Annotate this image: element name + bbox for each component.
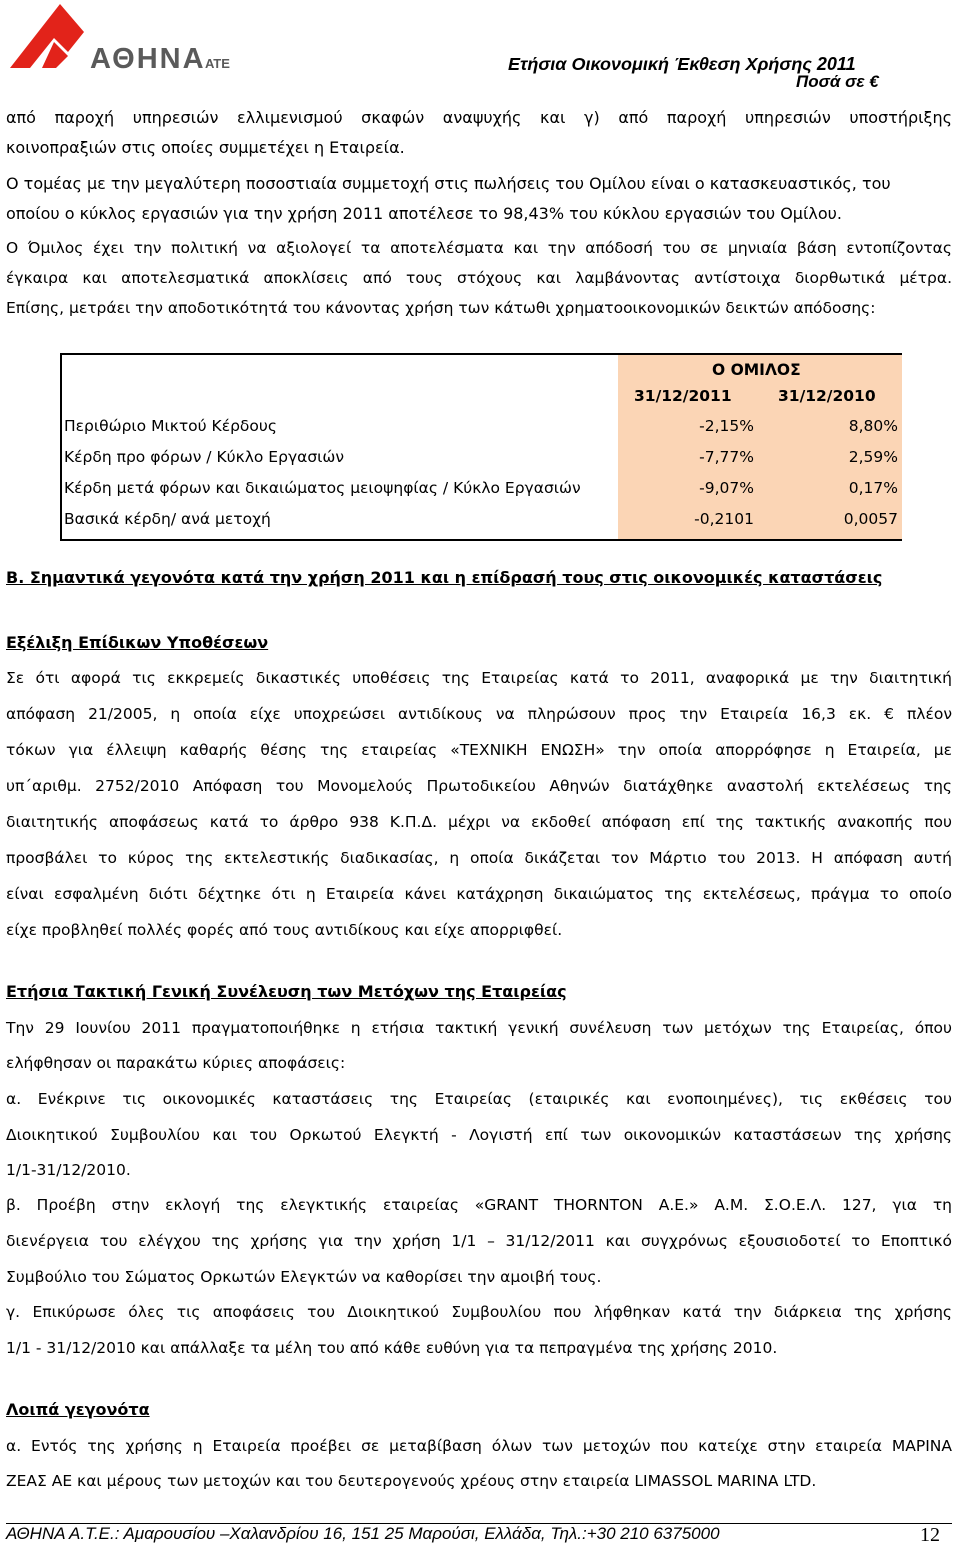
company-logo: [8, 2, 248, 70]
table-cell-2011: -0,2101: [694, 510, 754, 528]
table-row-label: Περιθώριο Μικτού Κέρδους: [64, 417, 277, 435]
litigation-heading: Εξέλιξη Επίδικων Υποθέσεων: [6, 633, 269, 652]
litigation-line-1: Σε ότι αφορά τις εκκρεμείς δικαστικές υποθέσεις της Εταιρείας κατά το 2011, αναφορικά με την διαιτητική: [6, 669, 952, 687]
litigation-line-4: υπ΄αριθμ. 2752/2010 Απόφαση του Μονομελούς Πρωτοδικείου Αθηνών διατάχθηκε αναστολή εκτελέσεως της: [6, 777, 952, 795]
agm-line-7: διενέργεια του ελέγχου της χρήσης για την χρήση 1/1 – 31/12/2011 και συγχρόνως εξουσιοδοτεί το Εποπτικό: [6, 1232, 952, 1250]
agm-line-10: 1/1 - 31/12/2010 και απάλλαξε τα μέλη του από κάθε ευθύνη για τα πεπραγμένα της χρήσης 2010.: [6, 1339, 778, 1357]
logo-text: ΑΘΗΝΑ: [90, 43, 206, 70]
agm-heading: Ετήσια Τακτική Γενική Συνέλευση των Μετόχων της Εταιρείας: [6, 982, 567, 1001]
logo-suffix: ΑΤΕ: [205, 56, 230, 70]
litigation-line-5: διαιτητικής αποφάσεως κατά το άρθρο 938 Κ.Π.Δ. μέχρι να εκδοθεί απόφαση επί της τακτικής ανακοπής που: [6, 813, 952, 831]
table-row-label: Βασικά κέρδη/ ανά μετοχή: [64, 510, 271, 528]
table-group-header: Ο ΟΜΙΛΟΣ: [712, 361, 801, 379]
table-cell-2010: 0,17%: [848, 479, 898, 497]
intro-line-3: Ο τομέας με την μεγαλύτερη ποσοστιαία συμμετοχή στις πωλήσεις του Ομίλου είναι ο κατασκευαστικός, του: [6, 174, 891, 193]
litigation-line-3: τόκων για έλλειψη καθαρής θέσης της εταιρείας «ΤΕΧΝΙΚΗ ΕΝΩΣΗ» την οποία απορρόφησε η Εταιρεία, με: [6, 741, 952, 759]
table-cell-2011: -7,77%: [699, 448, 754, 466]
agm-line-1: Την 29 Ιουνίου 2011 πραγματοποιήθηκε η ετήσια τακτική γενική συνέλευση των μετόχων της Εταιρείας, όπου: [6, 1019, 952, 1037]
litigation-line-7: είναι εσφαλμένη διότι δέχτηκε ότι η Εταιρεία κάνει κατάχρηση δικαιώματος της εκτελέσεως, πράγμα το οποίο: [6, 885, 952, 903]
litigation-line-6: προσβάλει το κύρος της εκτελεστικής διαδικασίας, η οποία δικάζεται τον Μάρτιο του 2013. Η απόφαση αυτή: [6, 849, 952, 867]
table-col-2011: 31/12/2011: [634, 387, 732, 405]
table-cell-2010: 8,80%: [848, 417, 898, 435]
logo-graphic: [8, 2, 248, 70]
section-b-title: Β. Σημαντικά γεγονότα κατά την χρήση 2011 και η επίδρασή τους στις οικονομικές καταστάσεις: [6, 568, 883, 587]
footer-address: ΑΘΗΝΑ Α.Τ.Ε.: Αμαρουσίου –Χαλανδρίου 16, 151 25 Μαρούσι, Ελλάδα, Τηλ.:+30 210 6375000: [6, 1524, 720, 1543]
report-title: Ετήσια Οικονομική Έκθεση Χρήσης 2011: [508, 54, 856, 74]
agm-line-8: Συμβούλιο του Σώματος Ορκωτών Ελεγκτών να καθορίσει την αμοιβή τους.: [6, 1268, 602, 1286]
other-events-heading: Λοιπά γεγονότα: [6, 1400, 150, 1419]
agm-line-5: 1/1-31/12/2010.: [6, 1161, 131, 1179]
agm-line-3: α. Ενέκρινε τις οικονομικές καταστάσεις της Εταιρείας (εταιρικές και ενοποιημένες), τις εκθέσεις του: [6, 1090, 952, 1108]
table-cell-2010: 0,0057: [843, 510, 898, 528]
litigation-line-8: είχε προβληθεί πολλές φορές από τους αντιδίκους και είχε απορριφθεί.: [6, 921, 563, 939]
agm-line-4: Διοικητικού Συμβουλίου και του Ορκωτού Ελεγκτή - Λογιστή επί των οικονομικών καταστάσεων της χρήσης: [6, 1126, 952, 1144]
table-row-label: Κέρδη προ φόρων / Κύκλο Εργασιών: [64, 448, 345, 466]
table-row-label: Κέρδη μετά φόρων και δικαιώματος μειοψηφίας / Κύκλο Εργασιών: [64, 479, 581, 497]
agm-line-6: β. Προέβη στην εκλογή της ελεγκτικής εταιρείας «GRANT THORNTON Α.Ε.» Α.Μ. Σ.Ο.Ε.Λ. 127, για τη: [6, 1196, 952, 1214]
intro-line-4: οποίου ο κύκλος εργασιών για την χρήση 2011 αποτέλεσε το 98,43% του κύκλου εργασιών του Ομίλου.: [6, 204, 842, 223]
intro-line-2: κοινοπραξιών στις οποίες συμμετέχει η Εταιρεία.: [6, 138, 405, 157]
table-cell-2010: 2,59%: [848, 448, 898, 466]
other-line-2: ΖΕΑΣ ΑΕ και μέρους των μετοχών και του δευτερογενούς χρέους στην εταιρεία LIMASSOL MARINA LTD.: [6, 1472, 817, 1490]
policy-line-2: έγκαιρα και αποτελεσματικά αποκλίσεις από τους στόχους και λαμβάνοντας αντίστοιχα διορθωτικά μέτρα.: [6, 269, 952, 287]
intro-line-1: από παροχή υπηρεσιών ελλιμενισμού σκαφών αναψυχής και γ) από παροχή υπηρεσιών υποστήριξης: [6, 108, 952, 127]
table-cell-2011: -9,07%: [699, 479, 754, 497]
other-line-1: α. Εντός της χρήσης η Εταιρεία προέβει σε μεταβίβαση όλων των μετοχών που κατείχε στην εταιρεία ΜΑΡΙΝΑ: [6, 1437, 952, 1455]
agm-line-9: γ. Επικύρωσε όλες τις αποφάσεις του Διοικητικού Συμβουλίου που λήφθηκαν κατά την διάρκεια της χρήσης: [6, 1303, 952, 1321]
financial-ratios-table: [60, 353, 902, 541]
policy-line-1: Ο Όμιλος έχει την πολιτική να αξιολογεί τα αποτελέσματα και την απόδοσή του σε μηνιαία βάση εντοπίζοντας: [6, 239, 952, 257]
litigation-line-2: απόφαση 21/2005, η οποία είχε υποχρεώσει αντιδίκους να πληρώσουν προς την Εταιρεία 16,3 εκ. € πλέον: [6, 705, 952, 723]
table-cell-2011: -2,15%: [699, 417, 754, 435]
currency-note: Ποσά σε €: [796, 72, 879, 91]
table-col-2010: 31/12/2010: [778, 387, 876, 405]
policy-line-3: Επίσης, μετράει την αποδοτικότητά του κάνοντας χρήση των κάτωθι χρηματοοικονομικών δεικτών απόδοσης:: [6, 299, 876, 317]
page-number: 12: [920, 1524, 940, 1546]
agm-line-2: ελήφθησαν οι παρακάτω κύριες αποφάσεις:: [6, 1054, 346, 1072]
